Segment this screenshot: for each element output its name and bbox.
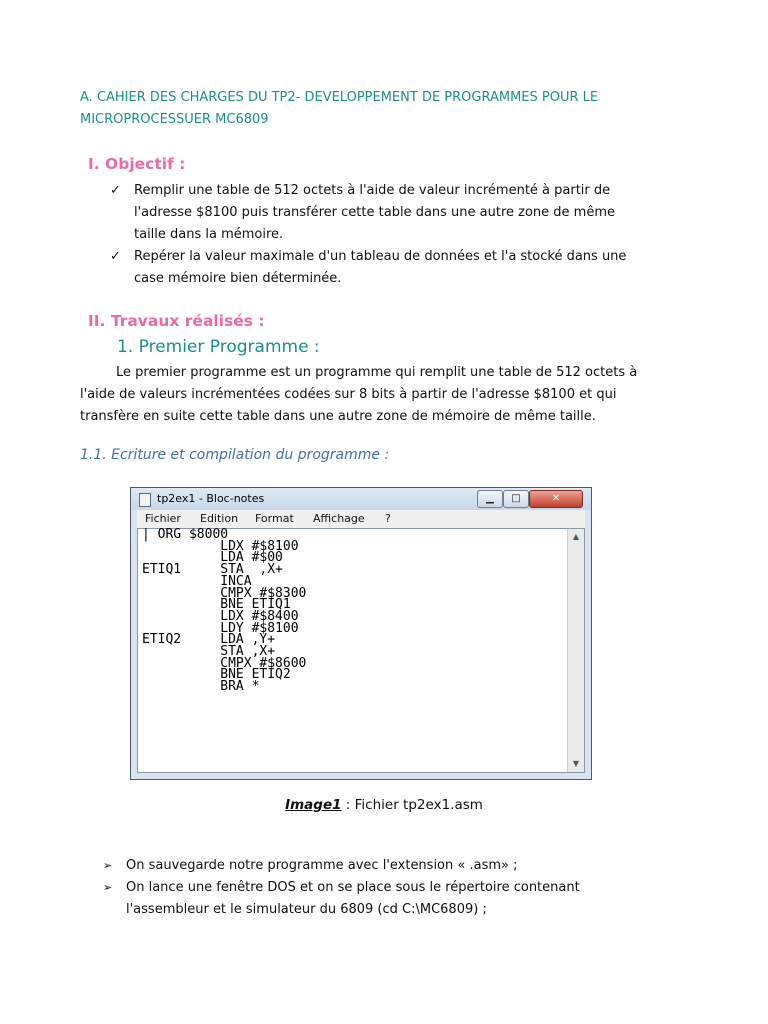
menu-fichier[interactable]: Fichier bbox=[145, 512, 181, 525]
list-item bbox=[103, 877, 606, 921]
intro-paragraph: Le premier programme est un programme qui remplit une table de 512 octets à l'aide de valeurs incrémentées codées sur 8 bits à partir de l'adresse $8100 et qui transfère en suite cette table dans une autre zone de mémoire de même taille. bbox=[80, 365, 638, 424]
vertical-scrollbar[interactable] bbox=[567, 529, 584, 772]
subsection-title: 1. Premier Programme : bbox=[117, 337, 320, 357]
notepad-window bbox=[130, 487, 592, 780]
menu-format[interactable]: Format bbox=[255, 512, 294, 525]
list-item-text: Repérer la valeur maximale d'un tableau de données et l'a stocké dans une case mémoire bien déterminée. bbox=[134, 249, 627, 286]
list-item bbox=[103, 855, 606, 877]
section-title-travaux: II. Travaux réalisés : bbox=[88, 312, 265, 330]
list-item-text: On sauvegarde notre programme avec l'extension « .asm» ; bbox=[126, 858, 518, 873]
caption-label: Image1 bbox=[285, 797, 342, 813]
objectif-list bbox=[110, 180, 634, 290]
steps-list bbox=[103, 855, 606, 921]
window-titlebar bbox=[131, 488, 591, 510]
checkmark-icon: ✓ bbox=[110, 183, 121, 198]
menu-bar bbox=[137, 510, 585, 528]
subsubsection-title: 1.1. Ecriture et compilation du programme : bbox=[80, 447, 390, 463]
caption-text: : Fichier tp2ex1.asm bbox=[341, 797, 483, 813]
checkmark-icon: ✓ bbox=[110, 249, 121, 264]
menu-edition[interactable]: Edition bbox=[200, 512, 239, 525]
list-item bbox=[110, 246, 634, 290]
list-item bbox=[110, 180, 634, 246]
maximize-button[interactable]: □ bbox=[503, 490, 529, 508]
section-title-objectif: I. Objectif : bbox=[88, 155, 186, 173]
scroll-down-icon[interactable]: ▼ bbox=[572, 759, 580, 768]
list-item-text: On lance une fenêtre DOS et on se place sous le répertoire contenant l'assembleur et le simulateur du 6809 (cd C:\MC6809) ; bbox=[126, 880, 580, 917]
notepad-icon bbox=[139, 493, 151, 507]
arrow-bullet-icon: ➢ bbox=[103, 881, 113, 894]
text-editor[interactable] bbox=[137, 528, 585, 773]
document-heading: A. CAHIER DES CHARGES DU TP2- DEVELOPPEMENT DE PROGRAMMES POUR LE MICROPROCESSUER MC6809 bbox=[80, 90, 599, 127]
minimize-button[interactable]: ▁ bbox=[477, 490, 503, 508]
figure-caption bbox=[0, 797, 768, 813]
window-title: tp2ex1 - Bloc-notes bbox=[157, 492, 265, 505]
scroll-up-icon[interactable]: ▲ bbox=[572, 532, 580, 541]
code-content: | ORG $8000 LDX #$8100 LDA #$00 ETIQ1 STA ,X+ INCA CMPX #$8300 BNE ETIQ1 LDX #$8400 LDY #$8100 ETIQ2 LDA ,Y+ STA ,X+ CMPX #$8600 BNE ETIQ2 BRA * bbox=[142, 527, 307, 695]
menu-help[interactable]: ? bbox=[385, 512, 391, 525]
arrow-bullet-icon: ➢ bbox=[103, 859, 113, 872]
list-item-text: Remplir une table de 512 octets à l'aide de valeur incrémenté à partir de l'adresse $8100 puis transférer cette table dans une autre zone de même taille dans la mémoire. bbox=[134, 183, 616, 242]
close-button[interactable]: ✕ bbox=[529, 490, 583, 508]
menu-affichage[interactable]: Affichage bbox=[313, 512, 365, 525]
